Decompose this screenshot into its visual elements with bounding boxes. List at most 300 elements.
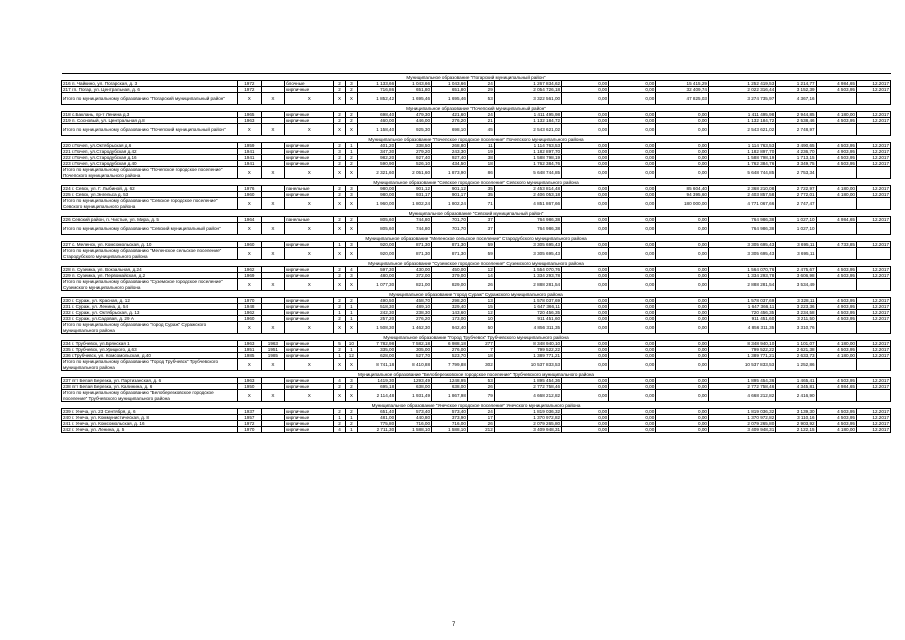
cell-max_m2: 4 503,95	[816, 267, 856, 273]
cell-date: 12.2017	[856, 267, 890, 273]
cell-entr: 3	[345, 81, 357, 87]
cell-area_priv: 421,60	[432, 112, 468, 118]
cell-year: 1960	[238, 242, 262, 248]
total-cell-residents: 86	[467, 167, 494, 179]
total-cell-loc: 0,00	[656, 167, 709, 179]
cell-residents: 26	[467, 421, 494, 427]
total-cell-name: Итого по муниципальному образованию "город Сураж" Суражского муниципального района	[62, 322, 238, 334]
cell-name: 242 г. Унеча, ул. Ленина, д. 5	[62, 427, 238, 433]
cell-area: 716,86	[358, 87, 396, 93]
cell-year: 1941	[238, 161, 262, 167]
cell-reg: 0,00	[609, 298, 656, 304]
cell-residents: 7	[467, 347, 494, 353]
total-cell-own: 10 537 833,53	[708, 359, 775, 371]
cell-own: 799 522,22	[708, 347, 775, 353]
total-cell-fed: 0,00	[562, 359, 609, 371]
cell-date: 12.2017	[856, 316, 890, 322]
total-cell-max_m2	[816, 124, 856, 136]
section-header	[62, 402, 891, 409]
cell-date: 12.2017	[856, 378, 890, 384]
total-cell-year: X	[238, 93, 262, 105]
cell-year2: 1951	[261, 347, 285, 353]
cell-entr: 2	[345, 217, 357, 223]
cell-own: 1 252 419,53	[708, 81, 775, 87]
cell-area_priv: 268,80	[432, 143, 468, 149]
cell-floors: 2	[334, 161, 345, 167]
total-cell-wall: X	[285, 198, 334, 210]
cell-wall: кирпичные	[285, 161, 334, 167]
cell-wall: кирпичные	[285, 155, 334, 161]
total-cell-cost: 4 668 212,82	[494, 390, 561, 402]
cell-floors: 2	[334, 347, 345, 353]
cell-area_priv: 638,00	[432, 384, 468, 390]
total-cell-area: 805,60	[358, 223, 396, 235]
total-cell-date	[856, 93, 890, 105]
total-cell-cost: 4 851 867,66	[494, 198, 561, 210]
cell-max_m2: 4 503,95	[816, 347, 856, 353]
cell-cost_m2: 3 328,11	[776, 298, 816, 304]
cell-max_m2: 4 503,95	[816, 310, 856, 316]
total-cell-date	[856, 124, 890, 136]
total-cell-reg: 0,00	[609, 359, 656, 371]
cell-name: 221 г.Почеп, ул.Стародубская д.42	[62, 149, 238, 155]
cell-wall: кирпичные	[285, 316, 334, 322]
cell-name: 224 г. Севск, ул. Г. Лыбиной, д. 62	[62, 186, 238, 192]
total-cell-name: Итого по муниципальному образованию "Почепское городское поселение" Почепского муниципального района	[62, 167, 238, 179]
cell-loc: 0,00	[656, 155, 709, 161]
total-cell-max_m2	[816, 167, 856, 179]
cell-reg: 0,00	[609, 267, 656, 273]
cell-wall: кирпичные	[285, 353, 334, 359]
cell-area_living: 7 582,18	[396, 341, 432, 347]
total-cell-entr: X	[345, 390, 357, 402]
cell-area_living: 238,30	[396, 310, 432, 316]
cell-year: 1960	[238, 316, 262, 322]
cell-area_living: 430,00	[396, 267, 432, 273]
cell-area: 401,20	[358, 143, 396, 149]
total-cell-name: Итого по муниципальному образованию "Суземское городское поселение" Суземского муниципального района	[62, 279, 238, 291]
cell-date: 12.2017	[856, 81, 890, 87]
cell-reg: 0,00	[609, 161, 656, 167]
cell-reg: 0,00	[609, 87, 656, 93]
total-cell-cost: 764 986,38	[494, 223, 561, 235]
cell-wall: кирпичные	[285, 341, 334, 347]
total-cell-cost: 5 648 744,85	[494, 167, 561, 179]
total-cell-cost_m2: 3 310,76	[776, 322, 816, 334]
cell-own: 1 588 798,19	[708, 155, 775, 161]
cell-area_priv: 434,50	[432, 161, 468, 167]
cell-own: 764 986,38	[708, 217, 775, 223]
section-title: Муниципальное образование "Севский муниципальный район"	[62, 210, 891, 217]
total-cell-wall: X	[285, 248, 334, 260]
cell-loc: 0,00	[656, 316, 709, 322]
cell-residents: 12	[467, 267, 494, 273]
total-cell-date	[856, 223, 890, 235]
cell-year: 1970	[238, 427, 262, 433]
cell-max_m2: 4 503,95	[816, 155, 856, 161]
total-cell-entr: X	[345, 93, 357, 105]
cell-name: 233 г. Сураж, ул.Садовая, д. 29 А	[62, 316, 238, 322]
cell-floors: 2	[334, 112, 345, 118]
cell-fed: 0,00	[562, 143, 609, 149]
cell-own: 2 079 265,80	[708, 421, 775, 427]
cell-cost_m2: 1 101,07	[776, 341, 816, 347]
cell-year: 1941	[238, 149, 262, 155]
total-cell-residents: 71	[467, 198, 494, 210]
cell-floors: 2	[334, 186, 345, 192]
total-cell-cost: 3 322 561,00	[494, 93, 561, 105]
cell-entr: 1	[345, 304, 357, 310]
total-cell-floors: X	[334, 248, 345, 260]
cell-area: 628,00	[358, 353, 396, 359]
cell-floors: 1	[334, 310, 345, 316]
cell-fed: 0,00	[562, 341, 609, 347]
cell-date: 12.2017	[856, 192, 890, 198]
cell-wall: кирпичные	[285, 409, 334, 415]
cell-cost: 8 348 940,10	[494, 341, 561, 347]
cell-cost: 1 588 798,19	[494, 155, 561, 161]
total-cell-area_priv: 942,40	[432, 322, 468, 334]
cell-max_m2: 4 503,95	[816, 273, 856, 279]
cell-entr: 1	[345, 143, 357, 149]
cell-area: 775,80	[358, 421, 396, 427]
cell-floors: 1	[334, 242, 345, 248]
cell-area: 695,18	[358, 384, 396, 390]
cell-area: 597,30	[358, 267, 396, 273]
total-cell-year2: X	[261, 322, 285, 334]
total-cell-own: 764 986,38	[708, 223, 775, 235]
cell-loc: 32 409,74	[656, 87, 709, 93]
cell-residents: 12	[467, 310, 494, 316]
cell-area_priv: 716,00	[432, 421, 468, 427]
cell-name: 231 г. Сураж, ул. Ленина, д. 54	[62, 304, 238, 310]
cell-area_living: 305,00	[396, 347, 432, 353]
cell-residents: 10	[467, 316, 494, 322]
cell-loc: 0,00	[656, 304, 709, 310]
cell-fed: 0,00	[562, 87, 609, 93]
cell-area_priv: 1 588,10	[432, 427, 468, 433]
cell-reg: 0,00	[609, 304, 656, 310]
cell-date: 12.2017	[856, 304, 890, 310]
cell-max_m2: 4 503,95	[816, 118, 856, 124]
total-cell-year2: X	[261, 223, 285, 235]
cell-wall: кирпичные	[285, 87, 334, 93]
cell-max_m2: 4 733,85	[816, 242, 856, 248]
cell-floors: 2	[334, 304, 345, 310]
section-title: Муниципальное образование "Погарский муниципальный район"	[62, 74, 891, 81]
total-cell-residents: 37	[467, 223, 494, 235]
cell-loc: 0,00	[656, 143, 709, 149]
cell-area_priv: 298,20	[432, 298, 468, 304]
cell-fed: 0,00	[562, 353, 609, 359]
total-cell-area_priv: 829,00	[432, 279, 468, 291]
total-cell-cost: 4 856 311,35	[494, 322, 561, 334]
total-cell-year2: X	[261, 167, 285, 179]
cell-cost_m2: 3 223,36	[776, 304, 816, 310]
section-title: Муниципальное образование "Унечское городское поселение" Унечского муниципального района	[62, 402, 891, 409]
cell-floors: 2	[334, 316, 345, 322]
cell-year: 1948	[238, 304, 262, 310]
total-cell-year: X	[238, 279, 262, 291]
cell-area_priv: 523,70	[432, 353, 468, 359]
cell-own: 911 451,60	[708, 316, 775, 322]
cell-floors: 3	[334, 149, 345, 155]
cell-entr: 4	[345, 267, 357, 273]
total-cell-own: 4 668 212,82	[708, 390, 775, 402]
section-header	[62, 136, 891, 143]
cell-area_living: 279,20	[396, 149, 432, 155]
cell-area: 242,30	[358, 310, 396, 316]
cell-area: 7 782,98	[358, 341, 396, 347]
cell-fed: 0,00	[562, 186, 609, 192]
section-title: Муниципальное образование "Почепский муниципальный район"	[62, 105, 891, 112]
cell-name: 216 п. Чайкино, ул. Погарская, д. 3	[62, 81, 238, 87]
cell-name: 235 г. Трубчевск, ул.Урицкого, д.63	[62, 347, 238, 353]
total-cell-cost_m2: 1 252,86	[776, 359, 816, 371]
total-cell-residents: 45	[467, 124, 494, 136]
cell-year: 1937	[238, 409, 262, 415]
cell-max_m2: 4 984,65	[816, 384, 856, 390]
total-cell-own: 3 274 735,97	[708, 93, 775, 105]
cell-date: 12.2017	[856, 341, 890, 347]
cell-year2: 1963	[261, 341, 285, 347]
cell-max_m2: 4 180,00	[816, 341, 856, 347]
cell-loc: 0,00	[656, 217, 709, 223]
cell-residents: 13	[467, 298, 494, 304]
total-row	[62, 93, 891, 105]
total-cell-residents: 79	[467, 390, 494, 402]
total-cell-area: 8 741,18	[358, 359, 396, 371]
cell-area_priv: 276,00	[432, 347, 468, 353]
cell-cost_m2: 3 606,98	[776, 273, 816, 279]
cell-date: 12.2017	[856, 118, 890, 124]
cell-area_living: 440,80	[396, 415, 432, 421]
section-title: Муниципальное образование "город Сураж" Суражского муниципального района	[62, 291, 891, 298]
total-cell-fed: 0,00	[562, 390, 609, 402]
cell-own: 8 348 940,10	[708, 341, 775, 347]
cell-cost: 799 522,22	[494, 347, 561, 353]
cell-cost: 2 772 758,46	[494, 384, 561, 390]
cell-floors: 2	[334, 143, 345, 149]
cell-cost_m2: 2 944,85	[776, 112, 816, 118]
cell-residents: 212	[467, 427, 494, 433]
cell-area: 481,00	[358, 415, 396, 421]
total-cell-residents: 26	[467, 279, 494, 291]
cell-entr: 3	[345, 378, 357, 384]
total-cell-year: X	[238, 124, 262, 136]
cell-area_living: 489,10	[396, 304, 432, 310]
cell-date: 12.2017	[856, 298, 890, 304]
cell-fed: 0,00	[562, 378, 609, 384]
cell-area: 480,00	[358, 273, 396, 279]
cell-name: 217 гп. Погар, ул. Центральная, д. 6	[62, 87, 238, 93]
cell-area_living: 931,17	[396, 192, 432, 198]
housing-table	[61, 73, 891, 433]
cell-year: 1976	[238, 186, 262, 192]
cell-reg: 0,00	[609, 341, 656, 347]
cell-area_living: 458,70	[396, 298, 432, 304]
cell-wall: блочные	[285, 81, 334, 87]
cell-area_priv: 573,40	[432, 409, 468, 415]
cell-name: 230 г. Сураж, ул. Красная, д. 12	[62, 298, 238, 304]
total-cell-cost_m2: 2 748,97	[776, 124, 816, 136]
cell-area_living: 372,00	[396, 273, 432, 279]
cell-cost: 2 079 265,80	[494, 421, 561, 427]
cell-floors: 2	[334, 118, 345, 124]
cell-year: 1985	[238, 353, 262, 359]
total-cell-area_priv: 698,10	[432, 124, 468, 136]
cell-residents: 38	[467, 155, 494, 161]
total-cell-name: Итого по муниципальному образованию "Белоберезковское городское поселение" Трубчевского муниципального района	[62, 390, 238, 402]
total-cell-name: Итого по муниципальному образованию "Погарский муниципальный район"	[62, 93, 238, 105]
cell-cost: 1 267 834,62	[494, 81, 561, 87]
cell-residents: 35	[467, 192, 494, 198]
cell-cost_m2: 2 633,73	[776, 353, 816, 359]
cell-fed: 0,00	[562, 415, 609, 421]
total-cell-year: X	[238, 248, 262, 260]
total-cell-wall: X	[285, 322, 334, 334]
cell-area: 980,00	[358, 192, 396, 198]
cell-wall: кирпичные	[285, 298, 334, 304]
cell-wall: кирпичные	[285, 273, 334, 279]
cell-cost_m2: 2 621,38	[776, 347, 816, 353]
cell-date: 12.2017	[856, 409, 890, 415]
cell-max_m2: 4 180,00	[816, 186, 856, 192]
cell-area_priv: 6 988,18	[432, 341, 468, 347]
total-cell-date	[856, 390, 890, 402]
total-cell-area_living: 1 462,30	[396, 322, 432, 334]
cell-year: 1951	[238, 347, 262, 353]
total-cell-loc: 0,00	[656, 124, 709, 136]
section-title: Муниципальное образование "Белоберезковское городское поселение" Трубчевского муниципального района	[62, 371, 891, 378]
cell-loc: 0,00	[656, 112, 709, 118]
cell-area_living: 927,40	[396, 155, 432, 161]
cell-date: 12.2017	[856, 421, 890, 427]
cell-entr: 2	[345, 384, 357, 390]
total-cell-loc: 0,00	[656, 322, 709, 334]
cell-loc: 0,00	[656, 427, 709, 433]
cell-wall: кирпичные	[285, 304, 334, 310]
cell-cost_m2: 3 211,50	[776, 316, 816, 322]
total-cell-year2: X	[261, 198, 285, 210]
cell-date: 12.2017	[856, 310, 890, 316]
total-cell-floors: X	[334, 322, 345, 334]
cell-loc: 0,00	[656, 267, 709, 273]
cell-year: 1972	[238, 81, 262, 87]
cell-area_priv: 243,30	[432, 149, 468, 155]
cell-cost: 2 406 053,18	[494, 192, 561, 198]
cell-name: 241 г. Унеча, ул. Комсомольская, д. 16	[62, 421, 238, 427]
cell-cost: 1 762 384,76	[494, 161, 561, 167]
cell-wall: кирпичные	[285, 427, 334, 433]
total-cell-max_m2	[816, 279, 856, 291]
cell-residents: 21	[467, 118, 494, 124]
cell-own: 1 114 763,53	[708, 143, 775, 149]
cell-date: 12.2017	[856, 427, 890, 433]
cell-residents: 59	[467, 242, 494, 248]
section-header	[62, 334, 891, 341]
cell-area_living: 744,80	[396, 217, 432, 223]
total-cell-reg: 0,00	[609, 390, 656, 402]
total-cell-area: 1 960,00	[358, 198, 396, 210]
cell-year: 1972	[238, 421, 262, 427]
total-cell-fed: 0,00	[562, 248, 609, 260]
cell-area: 490,50	[358, 298, 396, 304]
cell-cost_m2: 4 236,70	[776, 149, 816, 155]
cell-cost: 1 554 070,76	[494, 267, 561, 273]
total-cell-name: Итого по муниципальному образованию "Меленское сельское поселение" Стародубского муниципального района	[62, 248, 238, 260]
cell-reg: 0,00	[609, 378, 656, 384]
cell-wall: кирпичные	[285, 421, 334, 427]
cell-own: 1 389 771,21	[708, 353, 775, 359]
cell-residents: 24	[467, 81, 494, 87]
cell-cost_m2: 3 152,39	[776, 87, 816, 93]
cell-area_priv: 276,20	[432, 118, 468, 124]
total-cell-area_living: 925,30	[396, 124, 432, 136]
cell-own: 1 411 495,98	[708, 112, 775, 118]
cell-area_living: 651,80	[396, 87, 432, 93]
cell-floors: 1	[334, 353, 345, 359]
total-cell-area_priv: 1 873,90	[432, 167, 468, 179]
total-cell-name: Итого по муниципальному образованию "Почепский муниципальный район"	[62, 124, 238, 136]
total-cell-year: X	[238, 322, 262, 334]
total-cell-entr: X	[345, 124, 357, 136]
cell-cost_m2: 2 772,01	[776, 192, 816, 198]
cell-loc: 0,00	[656, 310, 709, 316]
cell-own: 1 182 897,70	[708, 149, 775, 155]
cell-own: 1 334 293,78	[708, 273, 775, 279]
cell-cost_m2: 2 538,46	[776, 118, 816, 124]
cell-reg: 0,00	[609, 242, 656, 248]
total-cell-max_m2	[816, 93, 856, 105]
section-header	[62, 210, 891, 217]
cell-reg: 0,00	[609, 409, 656, 415]
cell-cost_m2: 3 695,11	[776, 242, 816, 248]
cell-residents: 24	[467, 112, 494, 118]
total-cell-loc: 0,00	[656, 248, 709, 260]
cell-floors: 2	[334, 273, 345, 279]
cell-max_m2: 4 503,95	[816, 378, 856, 384]
cell-year: 1963	[238, 378, 262, 384]
cell-floors: 1	[334, 415, 345, 421]
cell-loc: 0,00	[656, 273, 709, 279]
cell-year: 1965	[238, 112, 262, 118]
cell-area_priv: 143,60	[432, 310, 468, 316]
total-cell-reg: 0,00	[609, 279, 656, 291]
total-cell-date	[856, 359, 890, 371]
total-cell-own: 4 771 067,66	[708, 198, 775, 210]
cell-name: 226 Севский район, п. Чистые, ул. Мира, д. 5	[62, 217, 238, 223]
cell-floors: 4	[334, 427, 345, 433]
total-cell-entr: X	[345, 322, 357, 334]
cell-area: 698,40	[358, 112, 396, 118]
total-cell-area: 2 321,60	[358, 167, 396, 179]
cell-reg: 0,00	[609, 347, 656, 353]
total-cell-max_m2	[816, 322, 856, 334]
cell-own: 3 409 948,31	[708, 427, 775, 433]
total-cell-area_priv: 7 799,88	[432, 359, 468, 371]
cell-reg: 0,00	[609, 353, 656, 359]
total-cell-max_m2	[816, 248, 856, 260]
cell-area_priv: 379,00	[432, 273, 468, 279]
cell-entr: 2	[345, 112, 357, 118]
cell-own: 2 772 758,46	[708, 384, 775, 390]
cell-fed: 0,00	[562, 310, 609, 316]
cell-cost: 1 411 495,98	[494, 112, 561, 118]
cell-area_living: 716,00	[396, 421, 432, 427]
total-cell-own: 5 648 744,85	[708, 167, 775, 179]
cell-wall: панельные	[285, 186, 334, 192]
